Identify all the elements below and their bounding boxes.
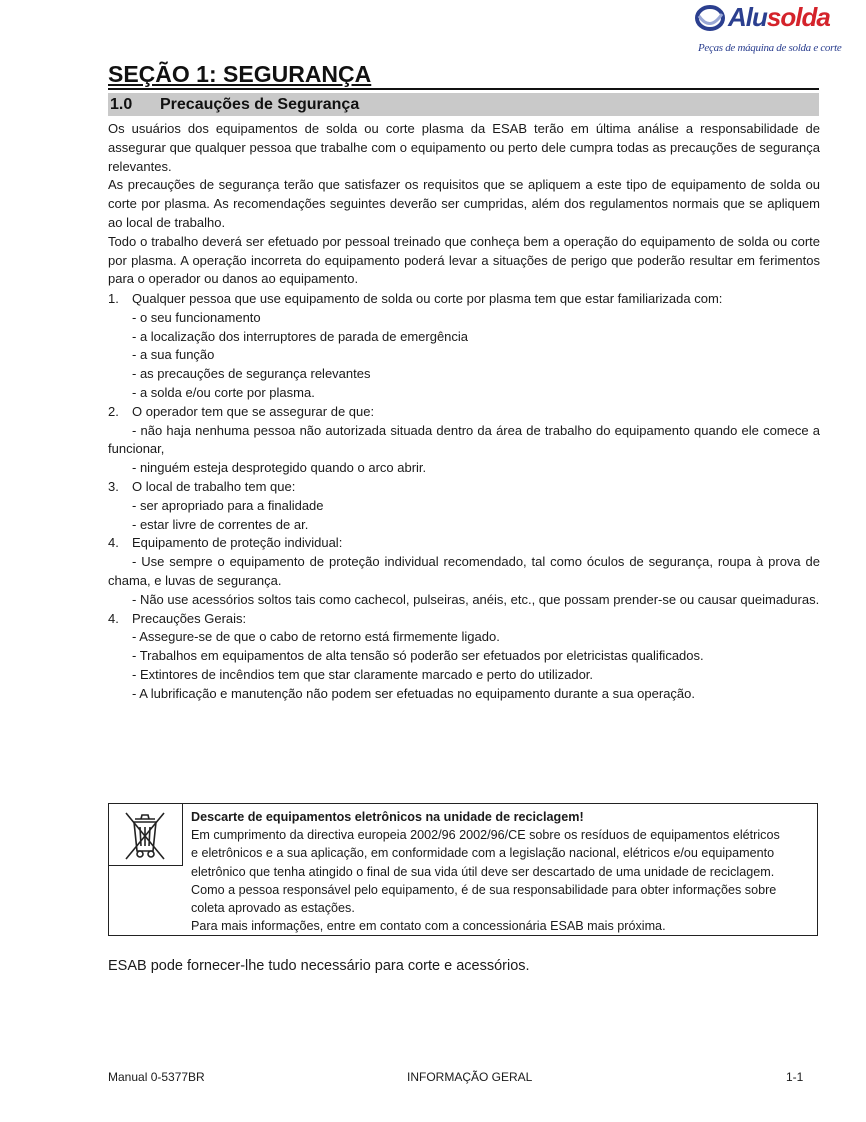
list-subitem: - Trabalhos em equipamentos de alta tensão só poderão ser efetuados por eletricistas qualificados. — [132, 648, 704, 664]
logo-swoosh-icon — [695, 2, 725, 32]
list-subitem: - A lubrificação e manutenção não podem ser efetuadas no equipamento durante a sua operação. — [132, 685, 695, 701]
notice-line: Em cumprimento da directiva europeia 2002/96 2002/96/CE sobre os resíduos de equipamentos elétricos — [191, 828, 780, 843]
recycling-icon-box — [109, 804, 183, 866]
logo-brand: Alusolda — [728, 2, 830, 32]
notice-line: eletrônico que tenha atingido o final de sua vida útil deve ser descartado de uma unidade de reciclagem. — [191, 864, 775, 879]
footer-manual-number: Manual 0-5377BR — [108, 1070, 205, 1084]
notice-line: e eletrônicos e a sua aplicação, em conformidade com a legislação nacional, elétricos e/ou equipamento — [191, 846, 775, 861]
list-subitem: - as precauções de segurança relevantes — [132, 366, 371, 382]
list-subitem: - a solda e/ou corte por plasma. — [132, 384, 315, 400]
recycling-notice — [108, 803, 818, 936]
section-title: SEÇÃO 1: SEGURANÇA — [108, 60, 819, 90]
intro-paragraphs — [108, 120, 820, 289]
crossed-out-wheelie-bin-icon — [123, 809, 167, 861]
notice-title: Descarte de equipamentos eletrônicos na unidade de reciclagem! — [191, 810, 584, 824]
logo-tagline: Peças de máquina de solda e corte — [698, 42, 842, 54]
closing-line: ESAB pode fornecer-lhe tudo necessário para corte e acessórios. — [108, 958, 530, 974]
list-subitem: - Extintores de incêndios tem que star claramente marcado e perto do utilizador. — [132, 666, 594, 682]
list-item: 2. O operador tem que se assegurar de que: — [108, 403, 375, 419]
notice-line: Como a pessoa responsável pelo equipamento, é de sua responsabilidade para obter informações sobre — [191, 882, 777, 897]
subsection-header — [108, 93, 819, 116]
notice-line: Para mais informações, entre em contato com a concessionária ESAB mais próxima. — [191, 919, 666, 934]
list-subitem: - ninguém esteja desprotegido quando o arco abrir. — [132, 460, 427, 476]
list-item: 1. Qualquer pessoa que use equipamento de solda ou corte por plasma tem que estar familiarizada com: — [108, 291, 723, 306]
list-item: 4. Precauções Gerais: — [108, 610, 247, 626]
paragraph: As precauções de segurança terão que satisfazer os requisitos que se apliquem a este tipo de equipamento de solda ou corte por plasma. As recomendações seguintes deverão ser cumpridas, além dos regulamentos normais que se apliquem ao local de trabalho. — [108, 177, 820, 230]
list-subitem: - a sua função — [132, 347, 215, 363]
notice-line: coleta aprovado as estações. — [191, 901, 355, 916]
footer-page-number: 1-1 — [786, 1070, 804, 1084]
list-item: 3. O local de trabalho tem que: — [108, 478, 296, 494]
safety-list — [108, 290, 820, 704]
paragraph: Os usuários dos equipamentos de solda ou corte plasma da ESAB terão em última análise a responsabilidade de assegurar que qualquer pessoa que trabalhe com o equipamento ou perto dele cumpra todas as precauções de segurança relevantes. — [108, 121, 820, 174]
list-subitem: - a localização dos interruptores de parada de emergência — [132, 328, 469, 344]
list-subitem: - estar livre de correntes de ar. — [132, 516, 309, 532]
list-subitem: - não haja nenhuma pessoa não autorizada situada dentro da área de trabalho do equipamento quando ele comece a — [132, 422, 820, 438]
list-subitem-continued: chama, e luvas de segurança. — [108, 572, 282, 588]
notice-content — [191, 808, 811, 935]
paragraph: Todo o trabalho deverá ser efetuado por pessoal treinado que conheça bem a operação do equipamento de solda ou corte por plasma. A operação incorreta do equipamento poderá levar a situações de perigo que poderão resultar em ferimentos para o operador ou danos ao equipamento. — [108, 233, 820, 287]
list-subitem: - o seu funcionamento — [132, 309, 261, 325]
list-subitem: - Assegure-se de que o cabo de retorno está firmemente ligado. — [132, 629, 500, 645]
list-subitem: - ser apropriado para a finalidade — [132, 497, 324, 513]
footer-section-name: INFORMAÇÃO GERAL — [407, 1070, 533, 1084]
subsection-number: 1.0 — [110, 96, 133, 113]
list-subitem-continued: funcionar, — [108, 441, 165, 457]
list-item: 4. Equipamento de proteção individual: — [108, 535, 343, 551]
subsection-title: Precauções de Segurança — [160, 96, 360, 113]
list-subitem: - Use sempre o equipamento de proteção individual recomendado, tal como óculos de segurança, roupa à prova de — [132, 554, 820, 570]
list-subitem: - Não use acessórios soltos tais como cachecol, pulseiras, anéis, etc., que possam prender-se ou causar queimaduras. — [132, 591, 820, 607]
alusolda-logo — [690, 0, 842, 60]
